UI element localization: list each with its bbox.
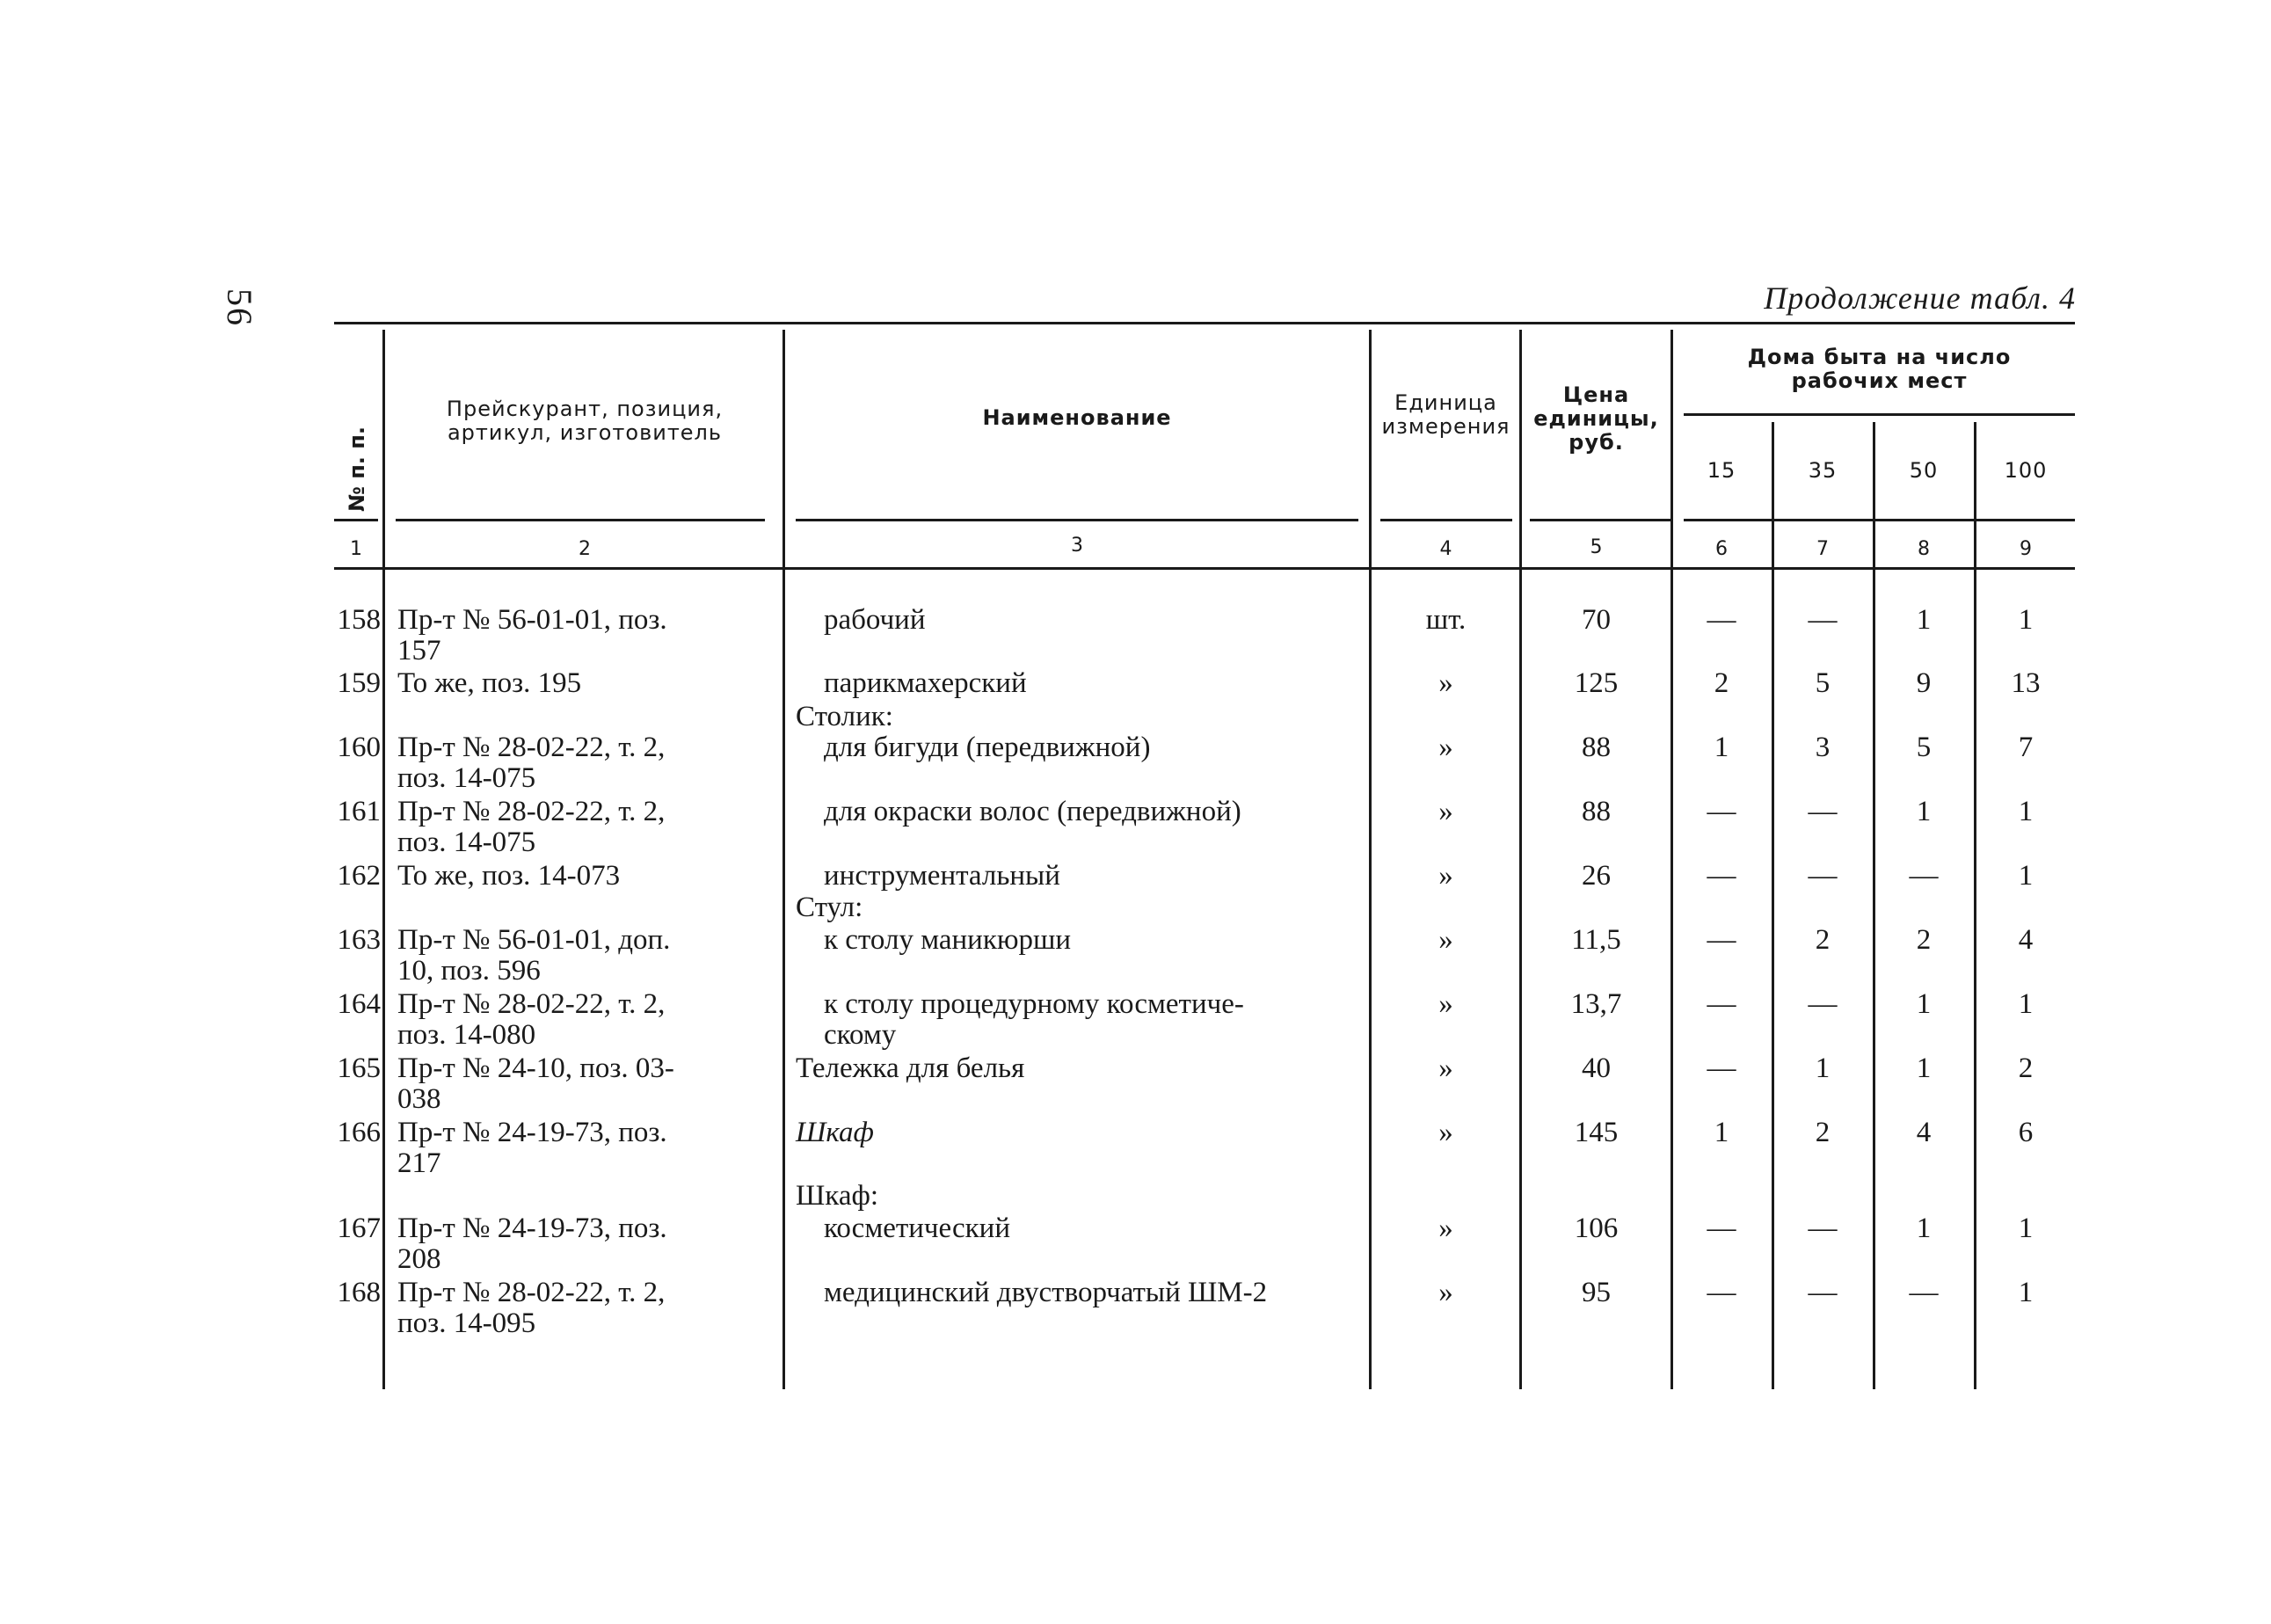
row-unit: »	[1438, 988, 1453, 1020]
row-source-line1: Пр-т № 28-02-22, т. 2,	[397, 732, 666, 763]
row-name: рабочий	[824, 604, 926, 636]
row-unit: »	[1438, 796, 1453, 827]
row-source-line1: Пр-т № 56-01-01, доп.	[397, 924, 671, 956]
row-price: 11,5	[1571, 924, 1621, 956]
colnum-6: 6	[1715, 538, 1728, 560]
row-qty-50: —	[1909, 860, 1939, 892]
row-qty-15: —	[1707, 796, 1736, 827]
row-source-line1: Пр-т № 28-02-22, т. 2,	[397, 796, 666, 827]
row-name: для бигуди (передвижной)	[824, 732, 1151, 763]
header-sub-35: 35	[1808, 458, 1838, 483]
row-qty-100: 1	[2018, 860, 2034, 892]
row-unit: »	[1438, 924, 1453, 956]
group-rule	[1684, 413, 2075, 416]
col-divider-2	[782, 330, 785, 1389]
col-divider-4	[1519, 330, 1522, 1389]
row-price: 26	[1582, 860, 1611, 892]
row-source-line2: поз. 14-075	[397, 762, 536, 794]
row-price: 125	[1574, 667, 1619, 699]
group-label-stolik: Столик:	[796, 701, 893, 732]
row-name: к столу маникюрши	[824, 924, 1072, 956]
row-qty-100: 1	[2018, 796, 2034, 827]
row-name: инструментальный	[824, 860, 1060, 892]
row-source-line2: 10, поз. 596	[397, 955, 541, 987]
top-rule	[334, 322, 2075, 324]
row-qty-100: 6	[2018, 1117, 2034, 1148]
row-source-line1: Пр-т № 56-01-01, поз.	[397, 604, 667, 636]
header-bottom-rule-1	[334, 519, 378, 521]
row-name: к столу процедурному косметиче-	[824, 988, 1244, 1020]
row-qty-35: —	[1808, 1277, 1838, 1308]
row-number: 166	[337, 1117, 381, 1148]
header-bottom-rule-6	[1684, 519, 2075, 521]
row-source-line2: поз. 14-095	[397, 1307, 536, 1339]
row-price: 88	[1582, 732, 1611, 763]
row-price: 95	[1582, 1277, 1611, 1308]
row-qty-35: 2	[1815, 1117, 1831, 1148]
row-qty-100: 1	[2018, 988, 2034, 1020]
header-price-line2: единицы,	[1533, 406, 1659, 431]
row-qty-35: 1	[1815, 1052, 1831, 1084]
row-name: косметический	[824, 1213, 1011, 1244]
row-number: 159	[337, 667, 381, 699]
row-unit: »	[1438, 860, 1453, 892]
row-unit: шт.	[1425, 604, 1467, 636]
page-number: 56	[220, 288, 259, 327]
row-qty-15: —	[1707, 604, 1736, 636]
row-qty-15: —	[1707, 1277, 1736, 1308]
header-unit-line1: Единица	[1394, 390, 1497, 415]
header-sub-15: 15	[1707, 458, 1736, 483]
row-source-line2: 038	[397, 1083, 441, 1115]
row-source-line1: Пр-т № 24-19-73, поз.	[397, 1213, 667, 1244]
colnum-3: 3	[1071, 535, 1083, 557]
header-price-line1: Цена	[1562, 382, 1630, 407]
row-source-line1: Пр-т № 24-19-73, поз.	[397, 1117, 667, 1148]
row-qty-15: —	[1707, 988, 1736, 1020]
header-group-line1: Дома быта на число	[1747, 345, 2012, 369]
row-qty-15: 2	[1714, 667, 1729, 699]
row-price: 70	[1582, 604, 1611, 636]
row-price: 106	[1574, 1213, 1619, 1244]
col-divider-1	[382, 330, 385, 1389]
row-number: 167	[337, 1213, 381, 1244]
row-qty-35: 2	[1815, 924, 1831, 956]
row-qty-50: 2	[1916, 924, 1932, 956]
row-unit: »	[1438, 1213, 1453, 1244]
row-number: 168	[337, 1277, 381, 1308]
row-qty-100: 1	[2018, 1277, 2034, 1308]
row-qty-100: 1	[2018, 1213, 2034, 1244]
row-name: медицинский двустворчатый ШМ-2	[824, 1277, 1268, 1308]
row-name: Тележка для белья	[796, 1052, 1025, 1084]
row-number: 165	[337, 1052, 381, 1084]
row-qty-100: 1	[2018, 604, 2034, 636]
row-qty-100: 2	[2018, 1052, 2034, 1084]
row-source-line2: поз. 14-080	[397, 1019, 536, 1051]
row-qty-100: 4	[2018, 924, 2034, 956]
group-label-shkaf: Шкаф:	[796, 1180, 879, 1212]
row-price: 145	[1574, 1117, 1619, 1148]
colnum-5: 5	[1590, 536, 1603, 558]
row-source-line2: 157	[397, 635, 441, 666]
row-price: 88	[1582, 796, 1611, 827]
row-qty-100: 13	[2011, 667, 2041, 699]
row-qty-15: 1	[1714, 1117, 1729, 1148]
row-qty-35: —	[1808, 988, 1838, 1020]
header-source-col	[396, 397, 774, 445]
row-qty-35: —	[1808, 604, 1838, 636]
row-qty-35: —	[1808, 860, 1838, 892]
row-qty-15: —	[1707, 1052, 1736, 1084]
row-number: 158	[337, 604, 381, 636]
row-source-line1: Пр-т № 24-10, поз. 03-	[397, 1052, 674, 1084]
colnum-1: 1	[350, 538, 362, 560]
row-qty-50: 5	[1916, 732, 1932, 763]
colnum-9: 9	[2020, 538, 2032, 560]
header-price-line3: руб.	[1569, 430, 1624, 455]
row-qty-100: 7	[2018, 732, 2034, 763]
header-number-col: № п. п.	[345, 426, 369, 512]
header-group	[1684, 346, 2075, 393]
row-name: Шкаф	[796, 1117, 874, 1148]
row-qty-50: 9	[1916, 667, 1932, 699]
row-qty-15: —	[1707, 924, 1736, 956]
row-number: 163	[337, 924, 381, 956]
row-qty-35: 5	[1815, 667, 1831, 699]
row-source-line1: Пр-т № 28-02-22, т. 2,	[397, 988, 666, 1020]
header-sub-50: 50	[1909, 458, 1939, 483]
row-source-line2: поз. 14-075	[397, 827, 536, 858]
header-bottom-rule-4	[1380, 519, 1512, 521]
colnum-4: 4	[1439, 538, 1452, 560]
header-bottom-rule-5	[1530, 519, 1670, 521]
row-name: для окраски волос (передвижной)	[824, 796, 1241, 827]
row-source-line1: То же, поз. 14-073	[397, 860, 621, 892]
row-number: 164	[337, 988, 381, 1020]
colnum-8: 8	[1918, 538, 1930, 560]
header-bottom-rule-2	[396, 519, 765, 521]
header-source-line2: артикул, изготовитель	[447, 420, 723, 445]
header-name-col: Наименование	[982, 405, 1172, 430]
row-qty-15: —	[1707, 860, 1736, 892]
row-source-line2: 217	[397, 1147, 441, 1179]
row-name-line2: скому	[824, 1019, 897, 1051]
continuation-title: Продолжение табл. 4	[1764, 280, 2076, 316]
row-source-line1: То же, поз. 195	[397, 667, 582, 699]
row-unit: »	[1438, 1052, 1453, 1084]
row-source-line1: Пр-т № 28-02-22, т. 2,	[397, 1277, 666, 1308]
row-qty-50: 1	[1916, 1052, 1932, 1084]
header-source-line1: Прейскурант, позиция,	[446, 397, 724, 421]
row-qty-15: —	[1707, 1213, 1736, 1244]
group-label-stul: Стул:	[796, 892, 863, 923]
header-bottom-rule-3	[796, 519, 1358, 521]
row-unit: »	[1438, 1277, 1453, 1308]
header-unit-line2: измерения	[1381, 414, 1510, 439]
row-qty-50: 1	[1916, 796, 1932, 827]
row-number: 162	[337, 860, 381, 892]
row-qty-35: —	[1808, 1213, 1838, 1244]
row-unit: »	[1438, 667, 1453, 699]
row-unit: »	[1438, 1117, 1453, 1148]
row-name: парикмахерский	[824, 667, 1027, 699]
row-qty-50: 1	[1916, 1213, 1932, 1244]
row-source-line2: 208	[397, 1243, 441, 1275]
row-qty-50: 4	[1916, 1117, 1932, 1148]
row-number: 160	[337, 732, 381, 763]
row-price: 13,7	[1570, 988, 1622, 1020]
colnum-2: 2	[579, 538, 591, 560]
row-qty-15: 1	[1714, 732, 1729, 763]
header-group-line2: рабочих мест	[1791, 368, 1968, 393]
row-price: 40	[1582, 1052, 1611, 1084]
row-qty-50: —	[1909, 1277, 1939, 1308]
header-unit-col	[1373, 391, 1518, 439]
row-qty-35: —	[1808, 796, 1838, 827]
row-unit: »	[1438, 732, 1453, 763]
row-qty-35: 3	[1815, 732, 1831, 763]
row-number: 161	[337, 796, 381, 827]
colnum-bottom-rule	[334, 567, 2075, 570]
colnum-7: 7	[1816, 538, 1829, 560]
col-divider-3	[1369, 330, 1372, 1389]
row-qty-50: 1	[1916, 988, 1932, 1020]
header-price-col	[1524, 383, 1669, 455]
header-sub-100: 100	[2004, 458, 2048, 483]
row-qty-50: 1	[1916, 604, 1932, 636]
